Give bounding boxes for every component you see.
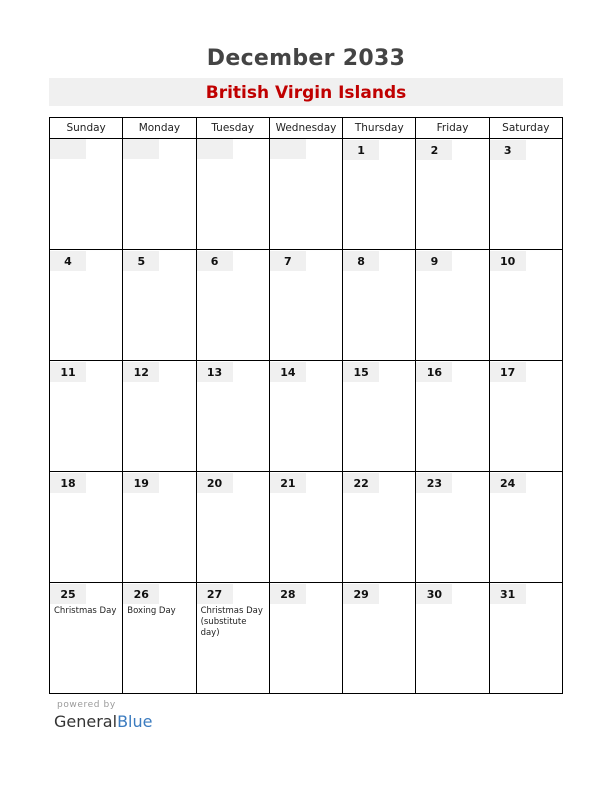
day-cell <box>489 361 562 472</box>
week-row-5 <box>50 583 563 694</box>
day-number: 9 <box>416 251 452 271</box>
day-cell <box>196 583 269 694</box>
day-number: 13 <box>197 362 233 382</box>
day-number: 6 <box>197 251 233 271</box>
day-cell <box>416 139 489 250</box>
day-cell <box>343 250 416 361</box>
day-number: 10 <box>490 251 526 271</box>
empty-day-marker <box>50 139 86 159</box>
day-number: 14 <box>270 362 306 382</box>
day-cell <box>269 250 342 361</box>
day-cell <box>196 361 269 472</box>
day-number: 7 <box>270 251 306 271</box>
day-number: 18 <box>50 473 86 493</box>
day-number: 16 <box>416 362 452 382</box>
day-cell <box>123 250 196 361</box>
day-cell <box>123 361 196 472</box>
day-cell <box>416 472 489 583</box>
empty-day-marker <box>197 139 233 159</box>
day-number: 23 <box>416 473 452 493</box>
day-number: 15 <box>343 362 379 382</box>
weekday-wednesday: Wednesday <box>269 118 342 139</box>
brand-blue: Blue <box>117 712 153 731</box>
weekday-tuesday: Tuesday <box>196 118 269 139</box>
holiday-label-boxing-day: Boxing Day <box>127 606 176 616</box>
day-number: 17 <box>490 362 526 382</box>
day-number: 25 <box>50 584 86 604</box>
day-number: 31 <box>490 584 526 604</box>
page-title: December 2033 <box>206 46 406 71</box>
day-number: 5 <box>123 251 159 271</box>
week-row-4 <box>50 472 563 583</box>
day-cell <box>343 472 416 583</box>
day-cell <box>196 472 269 583</box>
day-number: 22 <box>343 473 379 493</box>
weekday-thursday: Thursday <box>343 118 416 139</box>
day-cell <box>489 250 562 361</box>
day-cell <box>123 583 196 694</box>
day-number: 30 <box>416 584 452 604</box>
day-number: 3 <box>490 140 526 160</box>
day-number: 26 <box>123 584 159 604</box>
day-cell-empty <box>269 139 342 250</box>
day-number: 19 <box>123 473 159 493</box>
day-cell <box>269 361 342 472</box>
brand-general: General <box>54 712 118 731</box>
day-cell-empty <box>196 139 269 250</box>
day-number: 28 <box>270 584 306 604</box>
day-number: 8 <box>343 251 379 271</box>
day-cell <box>50 361 123 472</box>
day-cell <box>416 361 489 472</box>
day-number: 12 <box>123 362 159 382</box>
day-number: 4 <box>50 251 86 271</box>
day-number: 11 <box>50 362 86 382</box>
day-cell <box>269 583 342 694</box>
week-row-3 <box>50 361 563 472</box>
empty-day-marker <box>270 139 306 159</box>
weekday-monday: Monday <box>123 118 196 139</box>
week-row-1 <box>50 139 563 250</box>
weekday-friday: Friday <box>416 118 489 139</box>
day-cell <box>50 250 123 361</box>
day-cell <box>489 139 562 250</box>
day-cell <box>489 472 562 583</box>
day-number: 27 <box>197 584 233 604</box>
calendar-grid <box>49 117 563 694</box>
day-cell <box>343 361 416 472</box>
day-cell <box>343 583 416 694</box>
day-cell <box>123 472 196 583</box>
generalblue-logo[interactable] <box>54 712 152 731</box>
day-cell <box>196 250 269 361</box>
week-row-2 <box>50 250 563 361</box>
day-cell-empty <box>50 139 123 250</box>
day-number: 20 <box>197 473 233 493</box>
day-cell <box>416 250 489 361</box>
holiday-label-christmas-substitute: Christmas Day (substitute day) <box>200 606 263 638</box>
day-number: 29 <box>343 584 379 604</box>
weekday-sunday: Sunday <box>50 118 123 139</box>
day-number: 2 <box>416 140 452 160</box>
weekday-header-row <box>50 118 563 139</box>
region-banner: British Virgin Islands <box>49 78 563 106</box>
day-cell-empty <box>123 139 196 250</box>
day-number: 21 <box>270 473 306 493</box>
empty-day-marker <box>123 139 159 159</box>
day-cell <box>269 472 342 583</box>
day-cell <box>416 583 489 694</box>
day-cell <box>343 139 416 250</box>
powered-by-label: powered by <box>57 700 116 710</box>
day-cell <box>50 472 123 583</box>
holiday-label-christmas: Christmas Day <box>54 606 117 616</box>
day-cell <box>50 583 123 694</box>
day-number: 1 <box>343 140 379 160</box>
day-number: 24 <box>490 473 526 493</box>
day-cell <box>489 583 562 694</box>
weekday-saturday: Saturday <box>489 118 562 139</box>
